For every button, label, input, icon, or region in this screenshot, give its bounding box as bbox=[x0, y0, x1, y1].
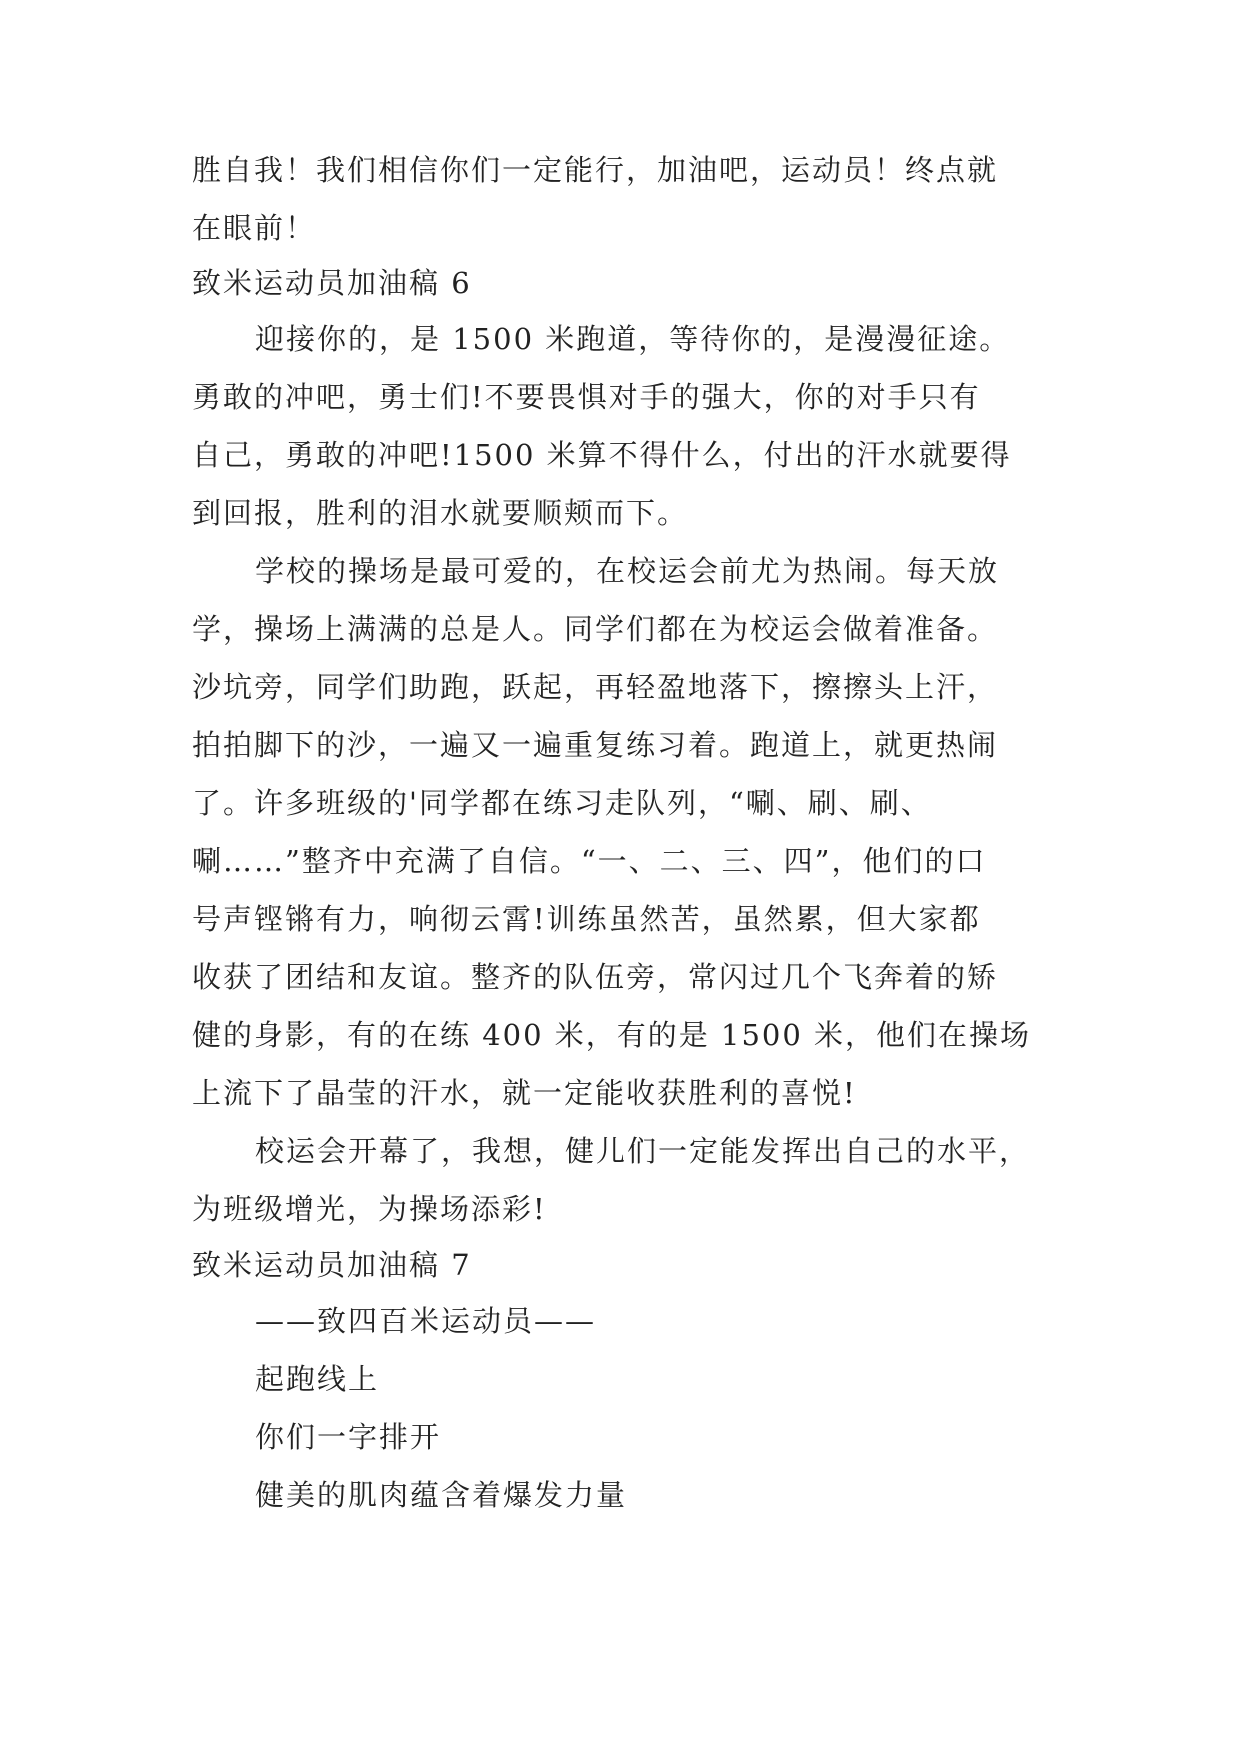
paragraph-line: 为班级增光，为操场添彩! bbox=[192, 1192, 547, 1226]
paragraph-line: 了。许多班级的'同学都在练习走队列，“唰、刷、刷、 bbox=[192, 786, 932, 820]
paragraph-line: 学，操场上满满的总是人。同学们都在为校运会做着准备。 bbox=[192, 612, 999, 646]
paragraph-line: 学校的操场是最可爱的，在校运会前尤为热闹。每天放 bbox=[255, 554, 1000, 588]
paragraph-line: 健的身影，有的在练 400 米，有的是 1500 米，他们在操场 bbox=[192, 1018, 1032, 1052]
paragraph-line: 唰……”整齐中充满了自信。“一、二、三、四”，他们的口 bbox=[192, 844, 987, 878]
paragraph-line: 收获了团结和友谊。整齐的队伍旁，常闪过几个飞奔着的矫 bbox=[192, 960, 999, 994]
poem-line: 起跑线上 bbox=[255, 1362, 380, 1396]
paragraph-line: 在眼前！ bbox=[192, 211, 317, 245]
paragraph-line: 胜自我！我们相信你们一定能行，加油吧，运动员！终点就 bbox=[192, 153, 999, 187]
poem-line: 你们一字排开 bbox=[255, 1420, 442, 1454]
paragraph-line: 校运会开幕了，我想，健儿们一定能发挥出自己的水平， bbox=[255, 1134, 1031, 1168]
paragraph-line: 拍拍脚下的沙，一遍又一遍重复练习着。跑道上，就更热闹 bbox=[192, 728, 999, 762]
poem-subtitle: ——致四百米运动员—— bbox=[255, 1304, 597, 1338]
paragraph-line: 迎接你的，是 1500 米跑道，等待你的，是漫漫征途。 bbox=[255, 322, 1011, 356]
paragraph-line: 到回报，胜利的泪水就要顺颊而下。 bbox=[192, 496, 689, 530]
paragraph-line: 号声铿锵有力，响彻云霄!训练虽然苦，虽然累，但大家都 bbox=[192, 902, 981, 936]
paragraph-line: 自己，勇敢的冲吧!1500 米算不得什么，付出的汗水就要得 bbox=[192, 438, 1012, 472]
section-heading: 致米运动员加油稿 7 bbox=[192, 1248, 472, 1282]
paragraph-line: 沙坑旁，同学们助跑，跃起，再轻盈地落下，擦擦头上汗， bbox=[192, 670, 999, 704]
poem-line: 健美的肌肉蕴含着爆发力量 bbox=[255, 1478, 628, 1512]
section-heading: 致米运动员加油稿 6 bbox=[192, 266, 472, 300]
paragraph-line: 上流下了晶莹的汗水，就一定能收获胜利的喜悦! bbox=[192, 1076, 857, 1110]
paragraph-line: 勇敢的冲吧，勇士们!不要畏惧对手的强大，你的对手只有 bbox=[192, 380, 981, 414]
